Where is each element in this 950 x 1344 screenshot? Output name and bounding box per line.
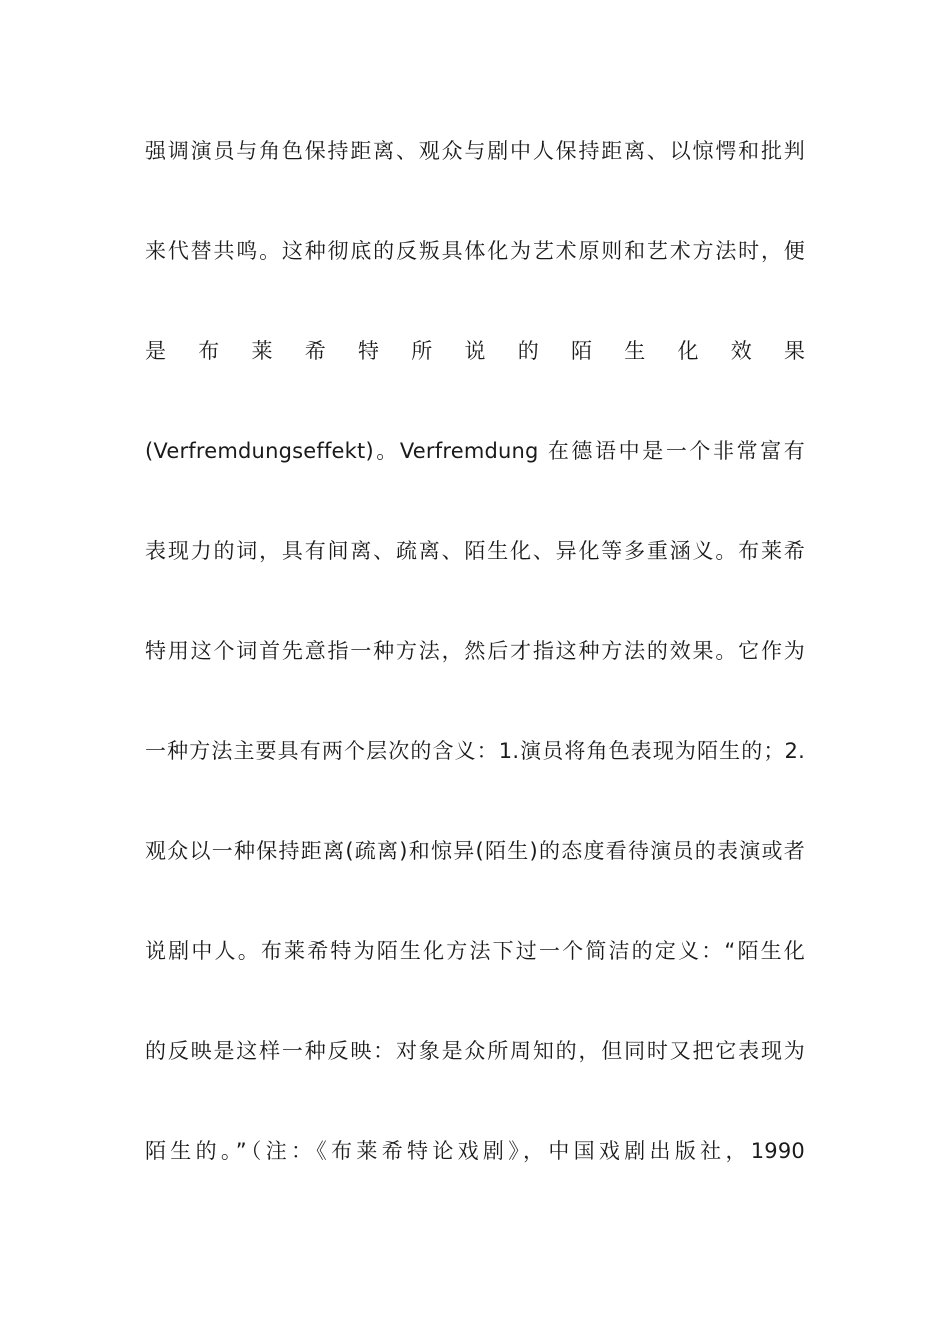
text-line-7: 一种方法主要具有两个层次的含义：1.演员将角色表现为陌生的；2.: [145, 739, 805, 763]
text-line-3: 是 布 莱 希 特 所 说 的 陌 生 化 效 果: [145, 339, 805, 363]
text-line-9: 说剧中人。布莱希特为陌生化方法下过一个简洁的定义：“陌生化: [145, 939, 805, 963]
text-line-5: 表现力的词，具有间离、疏离、陌生化、异化等多重涵义。布莱希: [145, 539, 805, 563]
body-text: [145, 126, 805, 1226]
text-line-1: 强调演员与角色保持距离、观众与剧中人保持距离、以惊愕和批判: [145, 139, 805, 163]
text-line-6: 特用这个词首先意指一种方法，然后才指这种方法的效果。它作为: [145, 639, 805, 663]
text-line-4: (Verfremdungseffekt)。Verfremdung 在德语中是一个非常富有: [145, 439, 805, 463]
text-line-2: 来代替共鸣。这种彻底的反叛具体化为艺术原则和艺术方法时，便: [145, 239, 805, 263]
text-line-11: 陌生的。”（注：《布莱希特论戏剧》，中国戏剧出版社，1990: [145, 1139, 805, 1163]
text-line-10: 的反映是这样一种反映：对象是众所周知的，但同时又把它表现为: [145, 1039, 805, 1063]
text-line-8: 观众以一种保持距离(疏离)和惊异(陌生)的态度看待演员的表演或者: [145, 839, 805, 863]
